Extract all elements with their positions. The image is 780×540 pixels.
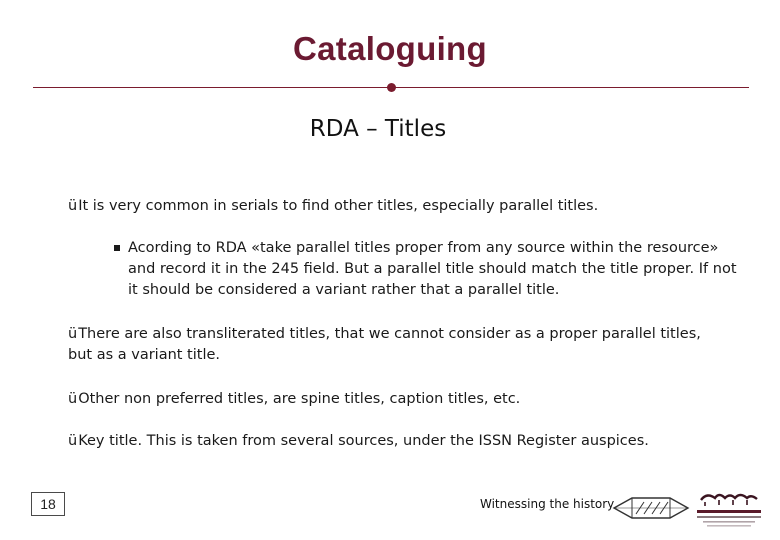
paragraph-text: Other non preferred titles, are spine titles, caption titles, etc.: [78, 391, 521, 407]
sub-bullet-paragraph: [112, 238, 738, 301]
square-bullet-icon: [114, 245, 120, 251]
paragraph-text: Acording to RDA «take parallel titles proper from any source within the resource» and record it in the 245 field. But a parallel title should match the title proper. If not it should be considered a variant rather that a parallel title.: [128, 240, 737, 298]
page-number: 18: [40, 496, 56, 512]
library-building-logo: [612, 494, 690, 520]
bullet-paragraph-3: [68, 389, 708, 410]
bullet-paragraph-4: [68, 431, 718, 452]
check-bullet-icon: ü: [68, 326, 78, 342]
bullet-paragraph-2: [68, 324, 718, 366]
page-number-box: [31, 492, 65, 516]
bullet-paragraph-1: [68, 196, 708, 217]
paragraph-text: There are also transliterated titles, that we cannot consider as a proper parallel titles, but as a variant title.: [68, 326, 701, 363]
paragraph-text: It is very common in serials to find other titles, especially parallel titles.: [78, 198, 599, 214]
slide-title: Cataloguing: [293, 30, 487, 67]
divider-dot: [387, 83, 396, 92]
check-bullet-icon: ü: [68, 198, 78, 214]
check-bullet-icon: ü: [68, 433, 78, 449]
paragraph-text: Key title. This is taken from several sources, under the ISSN Register auspices.: [78, 433, 649, 449]
slide-subtitle: RDA – Titles: [309, 116, 447, 142]
check-bullet-icon: ü: [68, 391, 78, 407]
qatar-national-library-logo: [693, 488, 765, 530]
footer-tagline: Witnessing the history: [480, 497, 615, 511]
